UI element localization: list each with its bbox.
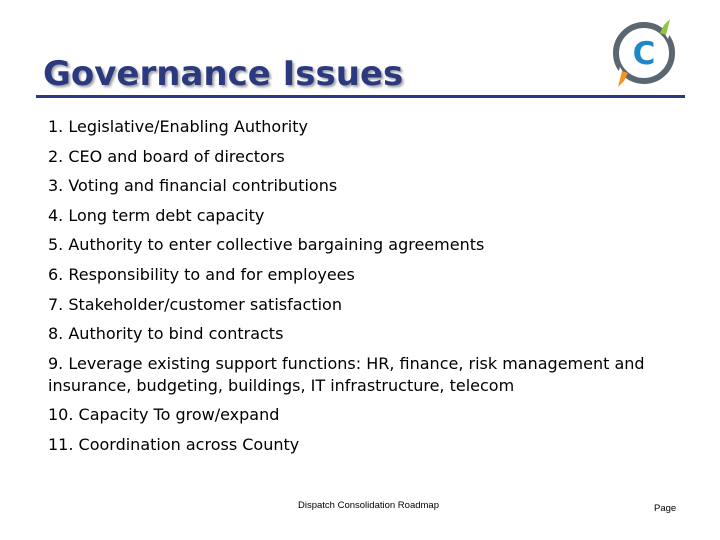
- compass-c-logo-icon: [606, 15, 682, 91]
- list-item: 7. Stakeholder/customer satisfaction: [48, 294, 342, 314]
- list-item: 2. CEO and board of directors: [48, 146, 285, 166]
- footer-title: Dispatch Consolidation Roadmap: [298, 500, 439, 511]
- list-item: 1. Legislative/Enabling Authority: [48, 117, 308, 136]
- title-divider: [36, 95, 685, 98]
- page-label: Page: [654, 503, 677, 514]
- slide-title: Governance Issues: [43, 54, 404, 94]
- list-item: 9. Leverage existing support functions: HR, finance, risk management and insurance, budgeting, buildings, IT infrastructure, telecom: [48, 353, 645, 395]
- list-item: 3. Voting and financial contributions: [48, 176, 338, 196]
- issues-list: [48, 116, 668, 464]
- list-item: 6. Responsibility to and for employees: [48, 264, 355, 284]
- logo-graphic: [606, 15, 682, 91]
- list-item: 5. Authority to enter collective bargaining agreements: [48, 235, 485, 255]
- list-item: 8. Authority to bind contracts: [48, 324, 284, 344]
- list-item: 11. Coordination across County: [48, 434, 300, 454]
- logo-letter: C: [632, 36, 656, 72]
- list-item: 10. Capacity To grow/expand: [48, 405, 280, 425]
- list-item: 4. Long term debt capacity: [48, 205, 265, 225]
